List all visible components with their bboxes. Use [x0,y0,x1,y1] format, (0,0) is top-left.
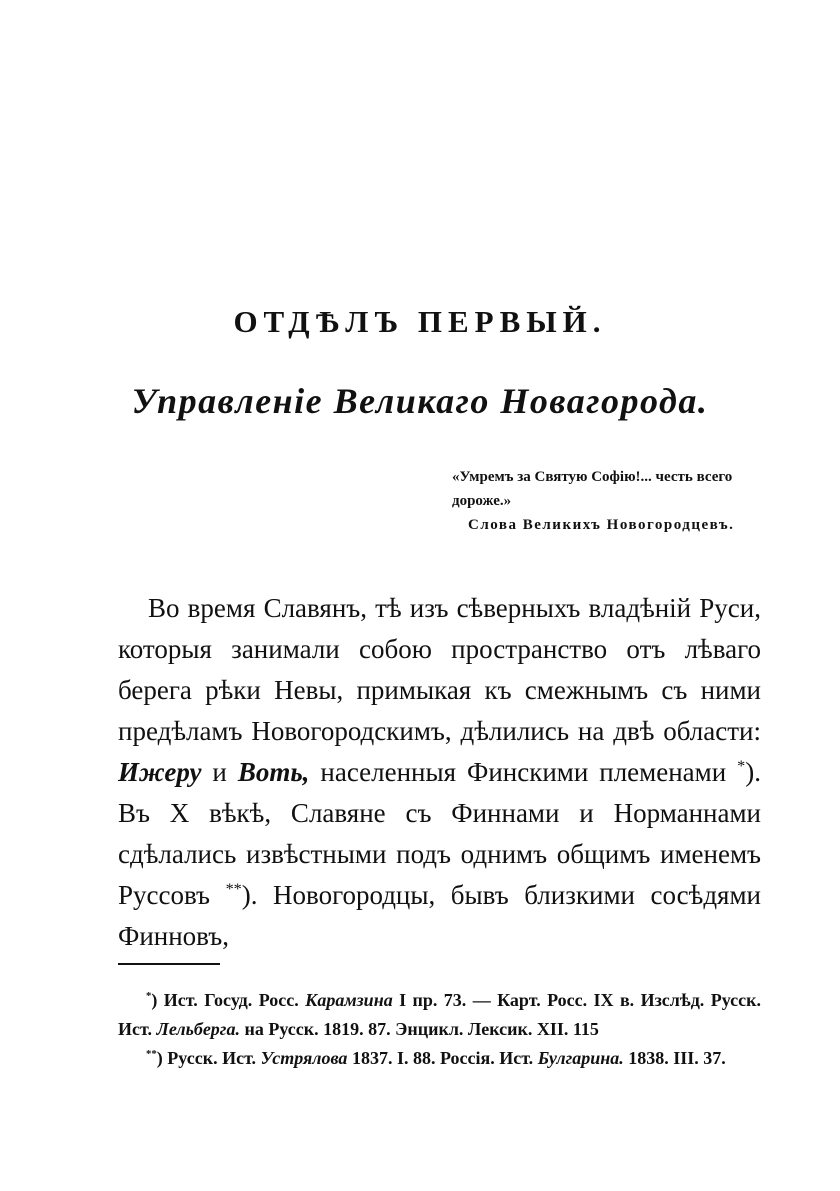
body-text-and: и [212,757,227,787]
footnote-divider [118,963,220,965]
footnote-2-author-b: Булгарина. [537,1048,624,1068]
footnote-marker-2: ** [225,880,242,898]
body-text-part-3: ). Въ X вѣкѣ, Славяне съ Финнами и Норманнами сдѣлались извѣстными подъ однимъ общимъ именемъ Руссовъ [118,757,761,910]
footnote-2-author-a: Устрялова [260,1048,348,1068]
epigraph [452,465,762,537]
footnote-1-mark: * [146,990,152,1002]
footnote-1-author-b: Лельберга. [156,1019,240,1039]
epigraph-source: Слова Великихъ Новогородцевъ. [468,517,735,533]
body-text-part-2: населенныя Финскими племенами [320,757,727,787]
section-title: ОТДѢЛЪ ПЕРВЫЙ. [233,304,607,339]
place-name-izhera: Ижеру [118,757,202,787]
footnote-2-text-a: ) Русск. Ист. [156,1048,257,1068]
epigraph-quote: «Умремъ за Святую Софію!... честь всего дороже.» [452,469,733,509]
footnote-1-author-a: Карамзина [305,990,393,1010]
footnote-1-text-a: ) Ист. Госуд. Росс. [151,990,299,1010]
footnote-1-text-c: на Русск. 1819. 87. Энцикл. Лексик. XII. 115 [244,1019,599,1039]
footnote-2-text-b: 1837. I. 88. Россія. Ист. [351,1048,534,1068]
body-text-part-1: Во время Славянъ, тѣ изъ сѣверныхъ владѣній Руси, которыя занимали собою пространство отъ лѣваго берега рѣки Невы, примыкая къ смежнымъ съ ними предѣламъ Новогородскимъ, дѣлились на двѣ области: [118,593,761,746]
footnote-1 [118,986,761,1044]
footnote-2-mark: ** [146,1048,157,1060]
body-paragraph [118,588,761,957]
place-name-vot: Воть, [237,757,310,787]
chapter-subtitle: Управленіе Великаго Новагорода. [131,381,709,421]
footnotes [118,986,761,1073]
footnote-1-text-b: I пр. 73. — Карт. Росс. IX в. Изслѣд. Русск. Ист. [118,990,761,1039]
footnote-2-text-c: 1838. III. 37. [628,1048,726,1068]
footnote-marker-1: * [737,757,746,775]
footnote-2 [118,1044,761,1073]
body-text-part-4: ). Новогородцы, бывъ близкими сосѣдями Финновъ, [118,880,762,951]
